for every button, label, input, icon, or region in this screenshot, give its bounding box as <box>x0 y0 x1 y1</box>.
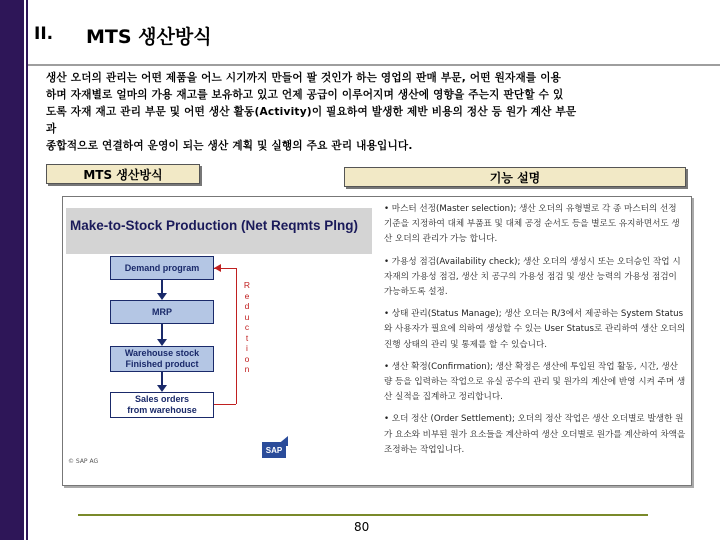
function-item: • 생산 확정(Confirmation); 생산 확정은 생산에 투입된 작업 활동, 시간, 생산량 등을 입력하는 작업으로 유실 공수의 관리 및 원가의 계산에 반영 시켜 주며 생산 실적을 집계하고 정리합니다. <box>384 361 686 403</box>
section-number: II. <box>34 24 54 44</box>
demand-program-box: Demand program <box>110 256 214 280</box>
sap-logo-icon <box>262 436 292 458</box>
reduction-connector <box>236 268 237 404</box>
warehouse-stock-box <box>110 346 214 372</box>
function-item: • 마스터 선정(Master selection); 생산 오더의 유형별로 각 종 마스터의 선정 기준을 지정하여 대체 부품표 및 대체 공정 순서도 등을 별로도 유지하면서도 생산 오더의 관리가 가능 합니다. <box>384 204 680 245</box>
reduction-arrowhead-icon <box>214 264 221 272</box>
intro-line: 하며 자재별로 얼마의 가용 재고를 보유하고 있고 언제 공급이 이루어지며 생산에 영향을 주는지 판단할 수 있 <box>46 89 564 101</box>
reduction-letter: t <box>245 332 249 343</box>
sales-line-1: Sales orders <box>134 394 190 404</box>
left-accent-band <box>0 0 24 540</box>
flow-arrow <box>161 280 163 294</box>
flow-arrow <box>161 372 163 386</box>
title-divider <box>28 64 720 66</box>
mts-label: MTS 생산방식 <box>46 164 200 184</box>
reduction-letter: d <box>244 301 250 311</box>
warehouse-line-2: Finished product <box>125 359 199 369</box>
footer-divider <box>78 514 648 516</box>
reduction-letter: n <box>244 364 250 374</box>
section-title: MTS 생산방식 <box>86 26 212 48</box>
intro-line: 과 <box>46 123 57 135</box>
reduction-letter: i <box>246 343 248 353</box>
intro-line: 도록 자재 재고 관리 부문 및 어떤 생산 활동(Activity)이 필요하여 발생한 제반 비용의 정산 등 원가 계산 부문 <box>46 106 577 118</box>
reduction-letter: e <box>244 290 250 301</box>
diagram-title: Make-to-Stock Production (Net Reqmts Plng) <box>70 218 359 233</box>
reduction-letter: c <box>244 322 250 332</box>
sales-orders-box <box>110 392 214 418</box>
function-description-list <box>384 202 686 465</box>
warehouse-line-1: Warehouse stock <box>124 348 200 358</box>
intro-paragraph <box>46 70 696 155</box>
function-description-label: 기능 설명 <box>344 167 686 187</box>
function-item: • 오더 정산 (Order Settlement); 오더의 정산 작업은 생산 오더별로 발생한 원가 요소와 비부된 원가 요소들을 계산하여 생산 오더별로 원가를 계산하여 차액을 조정하는 작업입니다. <box>384 414 686 455</box>
function-item: • 상태 관리(Status Manage); 생산 오더는 R/3에서 제공하는 System Status와 사용자가 필요에 의하여 생성할 수 있는 User Status로 관리하여 생산 오더의 진행 상태의 관리 및 통제를 할 수 있습니다. <box>384 309 686 350</box>
mrp-box: MRP <box>110 300 214 324</box>
reduction-connector <box>214 404 236 405</box>
reduction-label <box>242 280 252 375</box>
flow-arrow <box>161 324 163 340</box>
function-item: • 가용성 점검(Availability check); 생산 오더의 생성시 또는 오더승인 작업 시 자재의 가용성 점검, 생산 치 공구의 가용성 점검 및 생산 능력의 가용성 점검이 가능하도록 설정. <box>384 256 681 298</box>
reduction-letter: o <box>244 353 250 364</box>
reduction-letter: u <box>244 311 250 322</box>
sales-line-2: from warehouse <box>127 405 197 415</box>
mts-diagram <box>66 200 372 480</box>
page-number: 80 <box>354 520 370 534</box>
sap-logo-text: SAP <box>262 442 286 458</box>
left-accent-line <box>26 0 28 540</box>
copyright-note: © SAP AG <box>68 458 99 465</box>
reduction-letter: R <box>243 280 251 290</box>
intro-line: 종합적으로 연결하여 운영이 되는 생산 계획 및 실행의 주요 관리 내용입니다. <box>46 140 413 152</box>
intro-line: 생산 오더의 관리는 어떤 제품을 어느 시기까지 만들어 팔 것인가 하는 영업의 판매 부문, 어떤 원자재를 이용 <box>46 72 562 84</box>
